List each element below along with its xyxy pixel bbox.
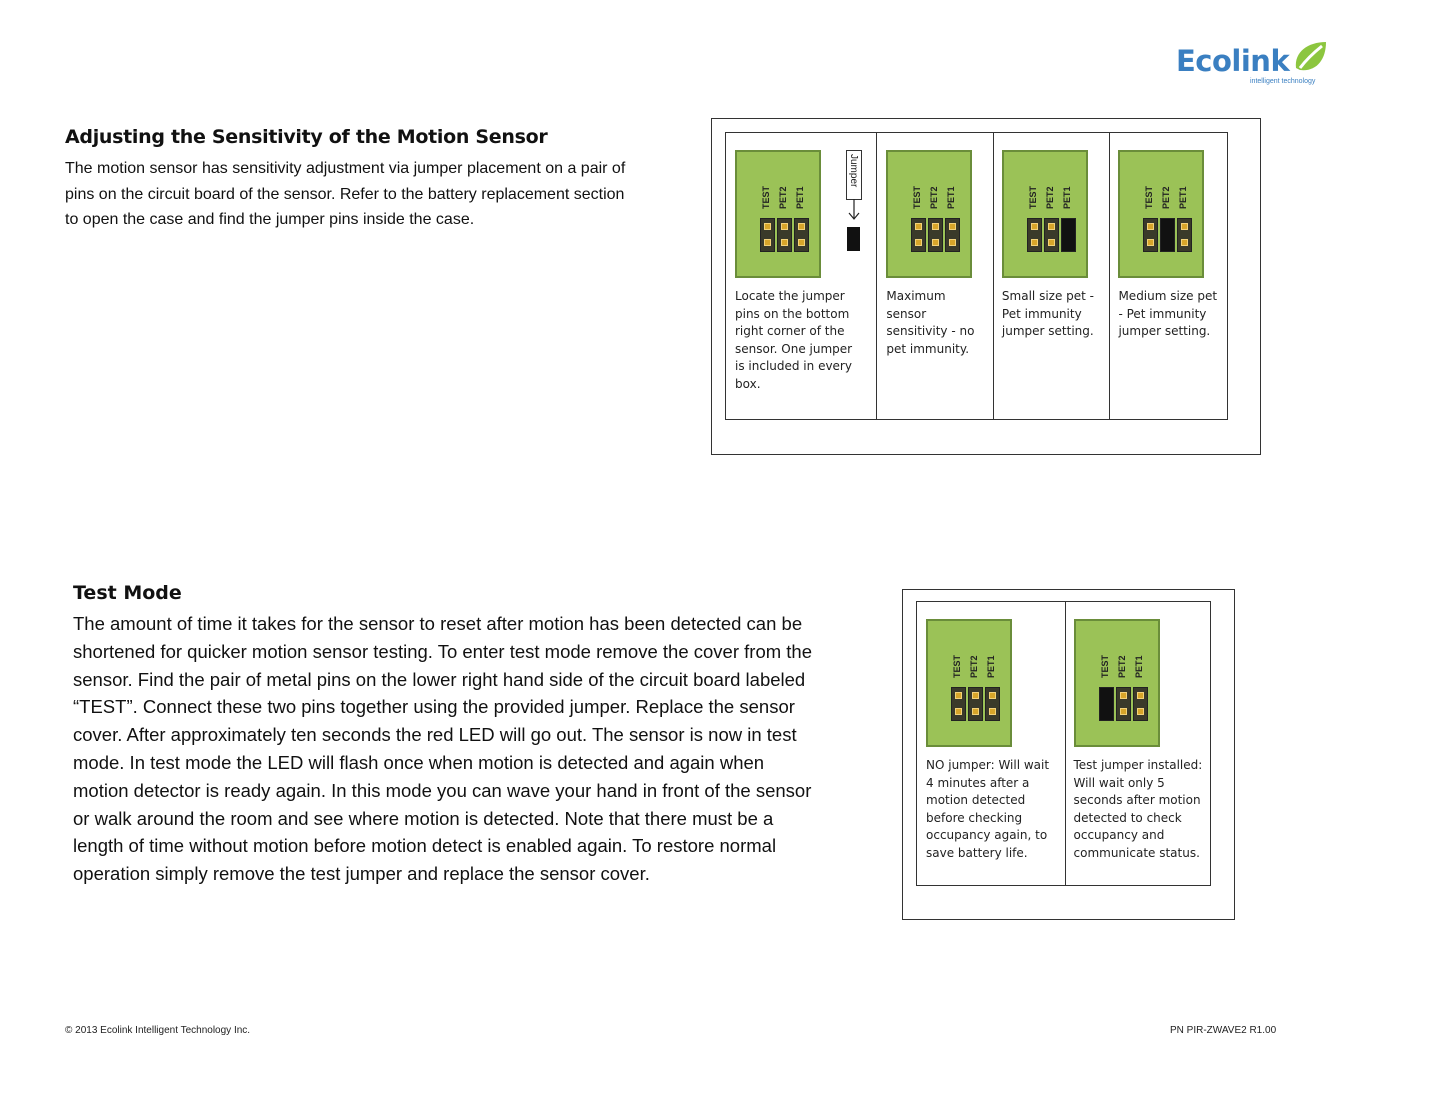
pin-label-test: TEST bbox=[1099, 655, 1110, 679]
test-jumper-figure bbox=[902, 589, 1235, 920]
jumper-pins bbox=[911, 218, 960, 252]
circuit-board bbox=[886, 150, 972, 278]
figure1-caption-3: Small size pet - Pet immunity jumper setting. bbox=[1001, 289, 1094, 339]
pin-label-pet1: PET1 bbox=[986, 655, 996, 679]
jumper-pins bbox=[951, 687, 1000, 721]
pin-label-pet1: PET1 bbox=[1178, 186, 1189, 210]
pin-label-pet2: PET2 bbox=[1044, 186, 1055, 210]
pin-pair-pet1 bbox=[1133, 687, 1148, 721]
sensitivity-heading: Adjusting the Sensitivity of the Motion Sensor bbox=[65, 126, 548, 148]
logo-tagline: intelligent technology bbox=[1250, 78, 1316, 85]
pin-pair-pet1 bbox=[794, 218, 809, 252]
pin-label-test: TEST bbox=[761, 186, 771, 210]
jumper-label-box bbox=[846, 150, 862, 200]
sensitivity-jumper-figure bbox=[711, 118, 1261, 455]
pin-pair-pet2-jumped bbox=[1160, 218, 1175, 252]
footer-copyright: © 2013 Ecolink Intelligent Technology Inc. bbox=[65, 1025, 251, 1036]
circuit-board bbox=[1074, 619, 1160, 747]
pin-label-pet1: PET1 bbox=[946, 186, 957, 210]
logo-wordmark: Ecolink bbox=[1176, 44, 1290, 78]
pin-pair-test bbox=[1027, 218, 1042, 252]
pin-pair-pet2 bbox=[777, 218, 792, 252]
arrow-down-icon bbox=[848, 199, 860, 221]
pin-label-pet1: PET1 bbox=[1061, 186, 1072, 210]
figure2-panel-test-jumper bbox=[1066, 602, 1211, 885]
figure1-panel-max-sensitivity bbox=[877, 133, 994, 419]
circuit-board bbox=[1002, 150, 1088, 278]
pin-label-pet2: PET2 bbox=[969, 655, 979, 679]
jumper-pins bbox=[1143, 218, 1192, 252]
pin-pair-pet1-jumped bbox=[1061, 218, 1076, 252]
ecolink-logo bbox=[1172, 38, 1332, 90]
jumper-label: Jumper bbox=[848, 154, 859, 188]
pin-label-pet2: PET2 bbox=[778, 186, 788, 210]
pin-pair-pet2 bbox=[1116, 687, 1131, 721]
circuit-board bbox=[926, 619, 1012, 747]
sensitivity-paragraph: The motion sensor has sensitivity adjustment via jumper placement on a pair of pins on the circuit board of the sensor. Refer to the battery replacement section to open the case and find the jumper pins inside the case. bbox=[65, 160, 626, 228]
pin-pair-pet2 bbox=[928, 218, 943, 252]
pin-label-test: TEST bbox=[912, 186, 923, 210]
pin-pair-test bbox=[760, 218, 775, 252]
pin-pair-test bbox=[951, 687, 966, 721]
jumper-pins bbox=[1099, 687, 1148, 721]
figure2-caption-1: NO jumper: Will wait 4 minutes after a motion detected before checking occupancy again, to save battery life. bbox=[926, 758, 1050, 860]
figure1-caption-2: Maximum sensor sensitivity - no pet immunity. bbox=[886, 289, 975, 356]
pin-pair-pet1 bbox=[945, 218, 960, 252]
footer-part-number: PN PIR-ZWAVE2 R1.00 bbox=[1170, 1025, 1277, 1036]
pin-pair-pet2 bbox=[968, 687, 983, 721]
pin-label-pet2: PET2 bbox=[1116, 655, 1127, 679]
figure1-panel-medium-pet bbox=[1110, 133, 1227, 419]
circuit-board bbox=[1118, 150, 1204, 278]
pin-label-test: TEST bbox=[1027, 186, 1038, 210]
pin-label-pet2: PET2 bbox=[1161, 186, 1172, 210]
pin-label-test: TEST bbox=[952, 655, 962, 679]
figure2-panel-no-jumper bbox=[917, 602, 1066, 885]
jumper-piece bbox=[847, 227, 860, 251]
figure1-caption-1: Locate the jumper pins on the bottom right corner of the sensor. One jumper is included in every box. bbox=[735, 289, 853, 391]
test-mode-paragraph: The amount of time it takes for the sensor to reset after motion has been detected can be shortened for quicker motion sensor testing. To enter test mode remove the cover from the sensor. Find the pair of metal pins on the lower right hand side of the circuit board labeled “TEST”. Connect these two pins together using the provided jumper. Replace the sensor cover. After approximately ten seconds the red LED will go out. The sensor is now in test mode. In test mode the LED will flash once when motion is detected and again when motion detector is ready again. In this mode you can wave your hand in front of the sensor or walk around the room and see where motion is detected. Note that there must be a length of time without motion before motion detect is enabled again. To restore normal operation simply remove the test jumper and replace the sensor cover. bbox=[73, 613, 812, 885]
figure1-panel-small-pet bbox=[994, 133, 1111, 419]
pin-pair-test-jumped bbox=[1099, 687, 1114, 721]
circuit-board bbox=[735, 150, 821, 278]
pin-label-pet2: PET2 bbox=[929, 186, 940, 210]
figure1-panel-locate bbox=[726, 133, 877, 419]
pin-label-pet1: PET1 bbox=[1133, 655, 1144, 679]
pin-pair-pet1 bbox=[985, 687, 1000, 721]
test-mode-heading: Test Mode bbox=[73, 582, 182, 604]
jumper-pins bbox=[1027, 218, 1076, 252]
pin-pair-pet2 bbox=[1044, 218, 1059, 252]
pin-pair-pet1 bbox=[1177, 218, 1192, 252]
figure1-caption-4: Medium size pet - Pet immunity jumper setting. bbox=[1118, 289, 1218, 339]
leaf-icon bbox=[1290, 38, 1330, 78]
jumper-pins bbox=[760, 218, 809, 252]
pin-label-pet1: PET1 bbox=[795, 186, 805, 210]
pin-pair-test bbox=[911, 218, 926, 252]
pin-pair-test bbox=[1143, 218, 1158, 252]
figure2-caption-2: Test jumper installed: Will wait only 5 seconds after motion detected to check occupancy and communicate status. bbox=[1073, 758, 1203, 860]
pin-label-test: TEST bbox=[1144, 186, 1155, 210]
